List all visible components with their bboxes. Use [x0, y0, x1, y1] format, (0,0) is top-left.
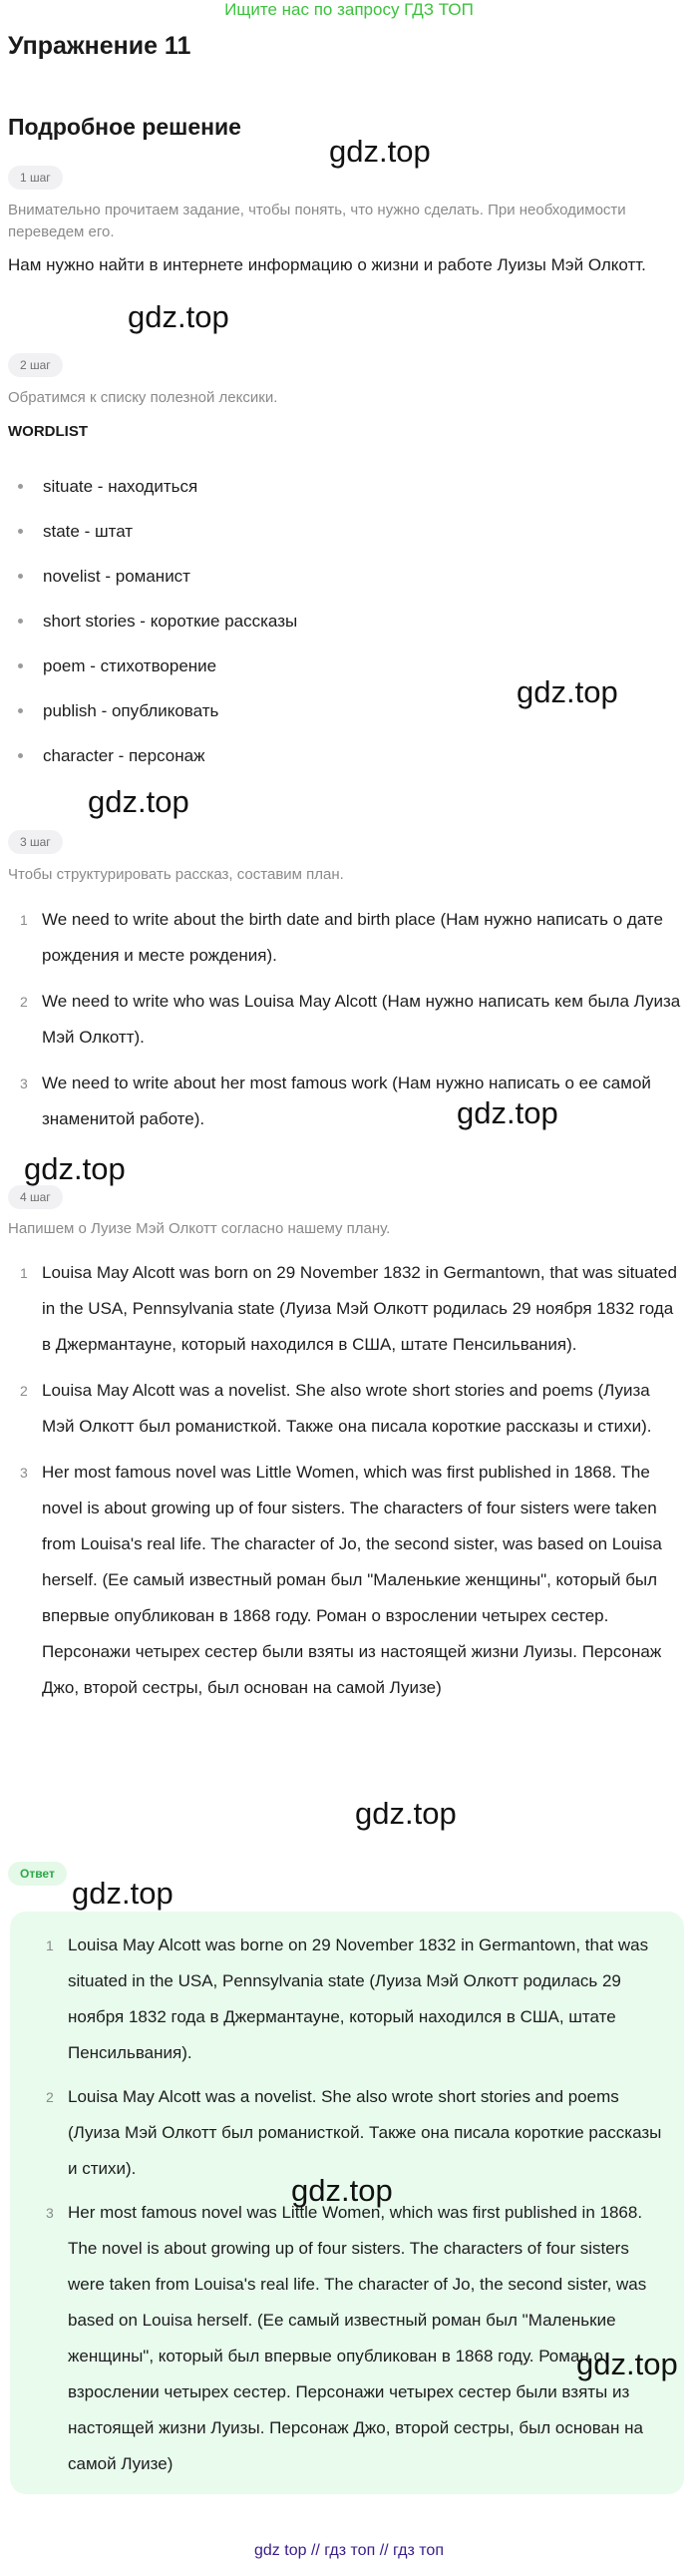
list-item: 1 Louisa May Alcott was borne on 29 November 1832 in Germantown, that was situated in the USA, Pennsylvania state (Луиза Мэй Олкотт родилась 29 ноября 1832 года в Джермантауне, который находился в США, штате Пенсильвания).: [46, 1935, 649, 2062]
step-1-text: Нам нужно найти в интернете информацию о жизни и работе Луизы Мэй Олкотт.: [8, 255, 646, 274]
watermark: gdz.top: [355, 1796, 457, 1831]
list-item: 1 Louisa May Alcott was born on 29 November 1832 in Germantown, that was situated in the USA, Pennsylvania state (Луиза Мэй Олкотт родилась 29 ноября 1832 года в Джермантауне, который находился в США, штате Пенсильвания).: [20, 1263, 677, 1354]
list-item: 1 We need to write about the birth date and birth place (Нам нужно написать о дате рождения и месте рождения).: [20, 910, 663, 965]
watermark: gdz.top: [88, 784, 189, 819]
page-title: Упражнение 11: [8, 32, 191, 60]
watermark: gdz.top: [457, 1095, 558, 1130]
list-item: 2 Louisa May Alcott was a novelist. She also wrote short stories and poems (Луиза Мэй Олкотт был романисткой. Также она писала короткие рассказы и стихи).: [46, 2087, 662, 2178]
watermark: gdz.top: [291, 2173, 393, 2208]
list-item: 2 We need to write who was Louisa May Alcott (Нам нужно написать кем была Луиза Мэй Олкотт).: [20, 992, 681, 1047]
plan-list: [20, 902, 686, 1137]
list-item: short stories - короткие рассказы: [12, 599, 297, 644]
watermark: gdz.top: [72, 1876, 174, 1911]
bullet-icon: [18, 529, 23, 534]
step-3-badge: 3 шаг: [8, 830, 63, 854]
footer-separator: //: [379, 2542, 389, 2559]
list-item: situate - находиться: [12, 464, 297, 509]
footer-link[interactable]: гдз топ: [393, 2542, 444, 2559]
list-item: poem - стихотворение: [12, 644, 297, 688]
list-item: 2 Louisa May Alcott was a novelist. She also wrote short stories and poems (Луиза Мэй Олкотт был романисткой. Также она писала короткие рассказы и стихи).: [20, 1381, 652, 1436]
list-item: state - штат: [12, 509, 297, 554]
bullet-icon: [18, 708, 23, 713]
watermark: gdz.top: [24, 1151, 126, 1186]
footer-link[interactable]: гдз топ: [324, 2542, 376, 2559]
list-item: publish - опубликовать: [12, 688, 297, 733]
footer-separator: //: [310, 2542, 320, 2559]
answer-badge: Ответ: [8, 1862, 67, 1886]
bullet-icon: [18, 574, 23, 579]
watermark: gdz.top: [128, 299, 229, 334]
list-item: 3 Her most famous novel was Little Women, which was first published in 1868. The novel is about growing up of four sisters. The characters of four sisters were taken from Louisa's real life. The character of Jo, the second sister, was based on Louisa herself. (Ее самый известный роман был "Маленькие женщины", который был впервые опубликован в 1868 году. Роман о взрослении четырех сестер. Персонажи четырех сестер были взяты из настоящей жизни Луизы. Персонаж Джо, второй сестры, был основан на самой Луизе): [46, 2203, 647, 2473]
step-1-hint: Внимательно прочитаем задание, чтобы понять, что нужно сделать. При необходимости переведем его.: [8, 202, 626, 240]
solution-subtitle: Подробное решение: [8, 114, 241, 140]
step-4-badge: 4 шаг: [8, 1185, 63, 1209]
list-item: 3 We need to write about her most famous work (Нам нужно написать о ее самой знаменитой работе).: [20, 1073, 651, 1128]
wordlist-title: WORDLIST: [8, 423, 88, 440]
wordlist: [12, 464, 297, 778]
watermark: gdz.top: [329, 134, 431, 169]
bullet-icon: [18, 753, 23, 758]
bullet-icon: [18, 619, 23, 624]
step-2-hint: Обратимся к списку полезной лексики.: [8, 389, 278, 406]
story-list: [20, 1255, 686, 1706]
watermark: gdz.top: [576, 2347, 678, 2381]
step-3-hint: Чтобы структурировать рассказ, составим план.: [8, 866, 344, 883]
list-item: 3 Her most famous novel was Little Women, which was first published in 1868. The novel is about growing up of four sisters. The characters of four sisters were taken from Louisa's real life. The character of Jo, the second sister, was based on Louisa herself. (Ее самый известный роман был "Маленькие женщины", который был впервые опубликован в 1868 году. Роман о взрослении четырех сестер. Персонажи четырех сестер были взяты из настоящей жизни Луизы. Персонаж Джо, второй сестры, был основан на самой Луизе): [20, 1463, 662, 1697]
step-1-badge: 1 шаг: [8, 166, 63, 190]
step-2-badge: 2 шаг: [8, 353, 63, 377]
step-4-hint: Напишем о Луизе Мэй Олкотт согласно нашему плану.: [8, 1220, 391, 1237]
watermark: gdz.top: [517, 674, 618, 709]
bullet-icon: [18, 484, 23, 489]
footer-links: [0, 2542, 698, 2560]
list-item: novelist - романист: [12, 554, 297, 599]
search-hint-link[interactable]: Ищите нас по запросу ГДЗ ТОП: [224, 0, 474, 19]
bullet-icon: [18, 663, 23, 668]
list-item: character - персонаж: [12, 733, 297, 778]
footer-link[interactable]: gdz top: [254, 2542, 307, 2559]
